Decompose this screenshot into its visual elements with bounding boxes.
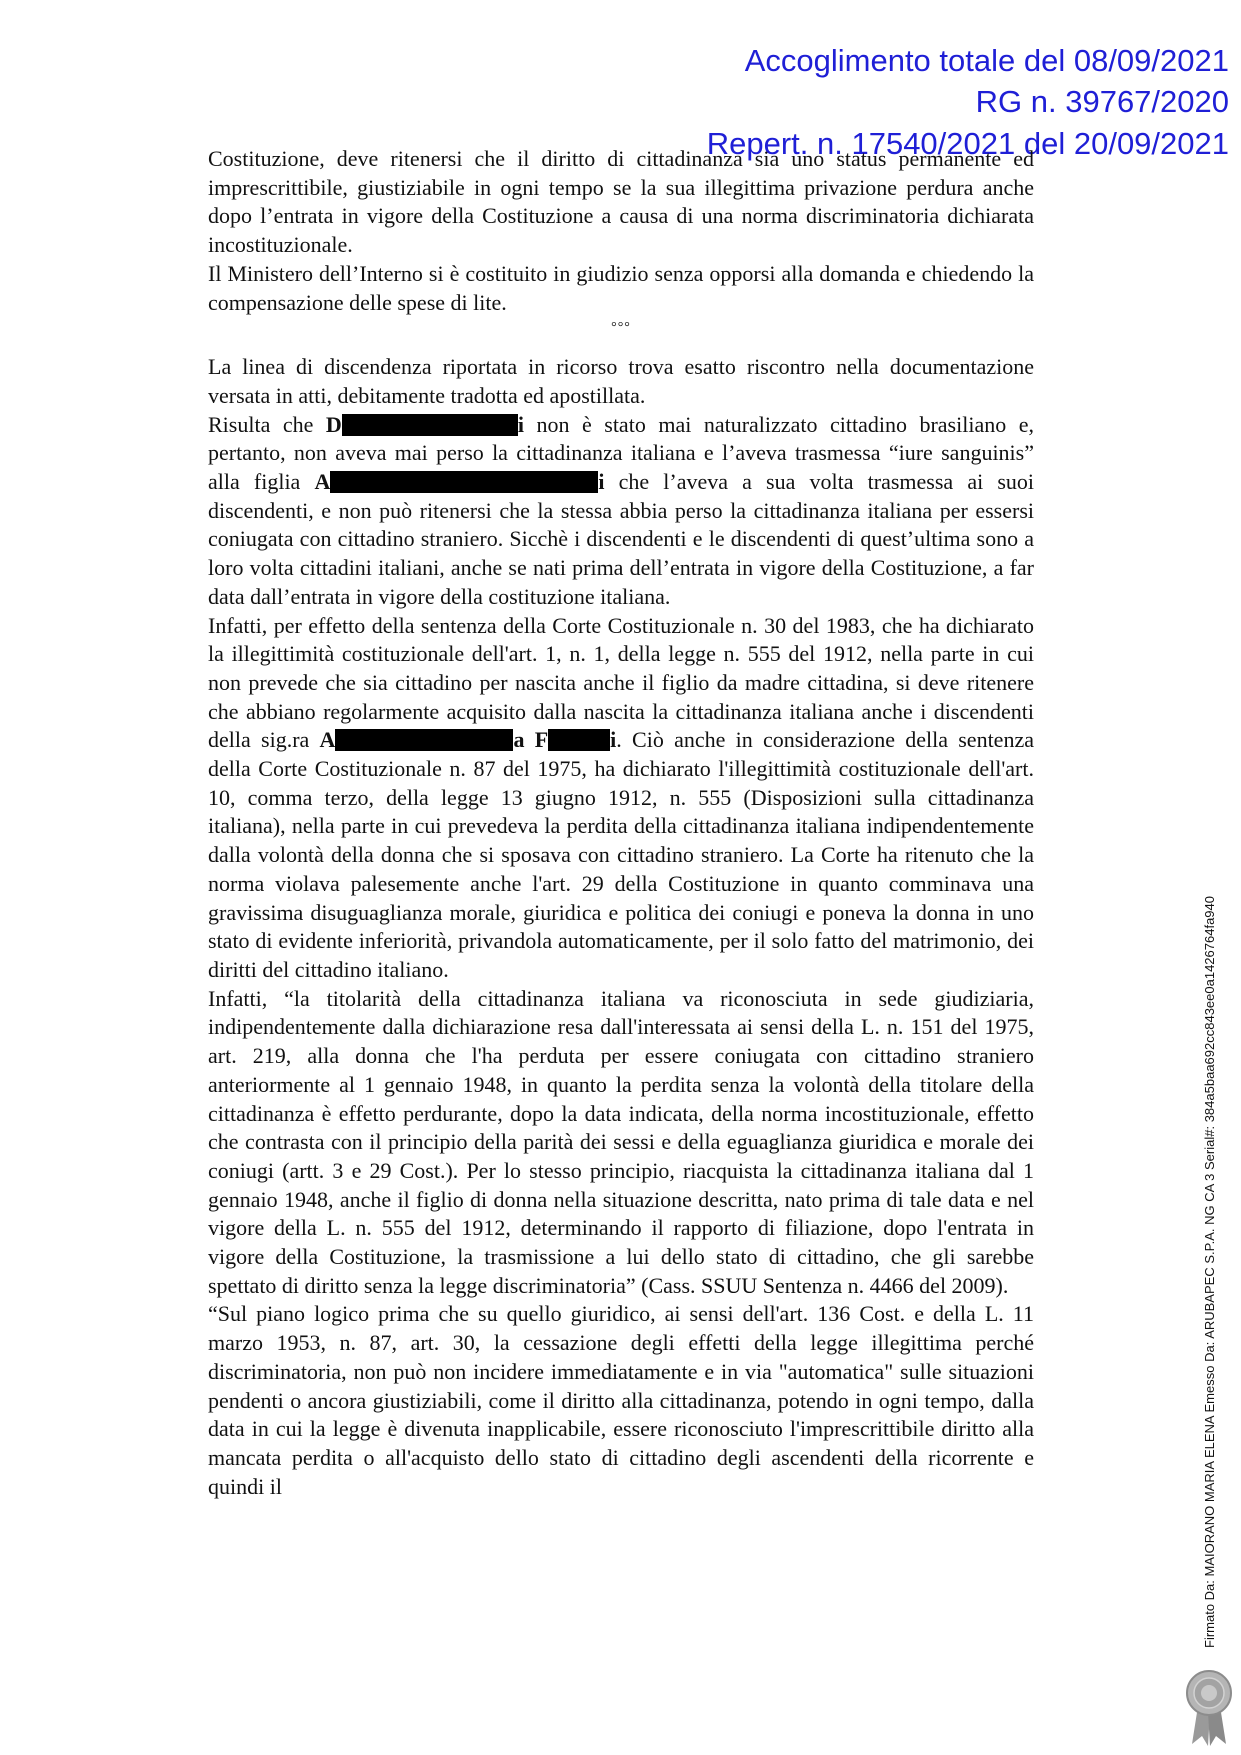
redaction-box <box>548 729 610 751</box>
paragraph-2: Il Ministero dell’Interno si è costituito in giudizio senza opporsi alla domanda e chiedendo la compensazione delle spese di lite. <box>208 260 1034 315</box>
text-run: Risulta che <box>208 411 326 437</box>
decision-stamp-line-3: Repert. n. 17540/2021 del 20/09/2021 <box>706 126 1229 161</box>
name-initial: F <box>534 727 549 753</box>
redaction-box <box>342 414 518 436</box>
text-run: . Ciò anche in considerazione della sentenza della Corte Costituzionale n. 87 del 1975, ha dichiarato l'illegittimità costituzionale dell'art. 10, comma terzo, della legge 13 giugno 1912, n. 555 (Disposizioni sulla cittadinanza italiana), nella parte in cui prevedeva la perdita della cittadinanza italiana indipendentemente dalla volontà della donna che si sposava con cittadino straniero. La Corte ha ritenuto che la norma violava palesemente anche l'art. 29 della Costituzione in quanto comminava una gravissima disuguaglianza morale, giuridica e politica dei coniugi e poneva la donna in uno stato di evidente inferiorità, privandola automaticamente, per il solo fatto del matrimonio, dei diritti del cittadino italiano. <box>208 727 1034 982</box>
redaction-box <box>335 729 513 751</box>
paragraph-7: “Sul piano logico prima che su quello giuridico, ai sensi dell'art. 136 Cost. e della L. 11 marzo 1953, n. 87, art. 30, la cessazione degli effetti della legge illegittima perché discriminatoria, non può non incidere immediatamente e in via "automatica" sulle situazioni pendenti o ancora giustiziabili, come il diritto alla cittadinanza, potendo in ogni tempo, dalla data in cui la legge è divenuta inapplicabile, essere riconosciuto l'imprescrittibile diritto alla mancata perdita o all'acquisto dello stato di cittadino degli ascendenti della ricorrente e quindi il <box>208 1301 1034 1499</box>
digital-signature-sidebar: Firmato Da: MAIORANO MARIA ELENA Emesso Da: ARUBAPEC S.P.A. NG CA 3 Serial#: 384a5baa692cc843ee0a1426764fa940 <box>1202 896 1217 1648</box>
name-initial: A <box>314 469 331 495</box>
text-run: Infatti, per effetto della sentenza della Corte Costituzionale n. 30 del 1983, che ha dichiarato la illegittimità costituzionale dell'art. 1, n. 1, della legge n. 555 del 1912, nella parte in cui non prevede che sia cittadino per nascita anche il figlio da madre cittadina, si deve ritenere che abbiano regolarmente acquisito dalla nascita la cittadinanza italiana anche i discendenti della sig.ra <box>208 612 1034 753</box>
paragraph-4 <box>208 411 1034 612</box>
name-final: i <box>610 727 617 753</box>
name-final: i <box>598 469 605 495</box>
text-run: che l’aveva a sua volta trasmessa ai suoi discendenti, e non può ritenersi che la stessa abbia perso la cittadinanza italiana per essersi coniugata con cittadino straniero. Sicchè i discendenti e le discendenti di quest’ultima sono a loro volta cittadini italiani, anche se nati prima dell’entrata in vigore della Costituzione, a far data dall’entrata in vigore della costituzione italiana. <box>208 469 1035 609</box>
name-final: i <box>517 411 524 437</box>
seal-icon <box>1184 1668 1234 1748</box>
name-initial: D <box>325 411 342 437</box>
paragraph-5 <box>208 612 1034 985</box>
section-separator: °°° <box>611 320 631 336</box>
decision-stamp-line-1: Accoglimento totale del 08/09/2021 <box>744 43 1229 78</box>
decision-stamp-line-2: RG n. 39767/2020 <box>975 84 1229 119</box>
paragraph-6: Infatti, “la titolarità della cittadinanza italiana va riconosciuta in sede giudiziaria, indipendentemente dalla dichiarazione resa dall'interessata ai sensi della L. n. 151 del 1975, art. 219, alla donna che l'ha perduta per essere coniugata con cittadino straniero anteriormente al 1 gennaio 1948, in quanto la perdita senza la volontà della titolare della cittadinanza è effetto perdurante, dopo la data indicata, della norma incostituzionale, effetto che contrasta con il principio della parità dei sessi e della eguaglianza giuridica e morale dei coniugi (artt. 3 e 29 Cost.). Per lo stesso principio, riacquista la cittadinanza italiana dal 1 gennaio 1948, anche il figlio di donna nella situazione descritta, nato prima di tale data e nel vigore della L. n. 555 del 1912, determinando il rapporto di filiazione, dopo l'entrata in vigore della Costituzione, la trasmissione a lui dello stato di cittadino, che gli sarebbe spettato di diritto senza la legge discriminatoria” (Cass. SSUU Sentenza n. 4466 del 2009). <box>208 985 1034 1298</box>
name-final: a <box>513 727 525 753</box>
text-run: non è stato mai naturalizzato cittadino brasiliano e, pertanto, non aveva mai perso la cittadinanza italiana e l’aveva trasmessa “iure sanguinis” alla figlia <box>208 411 1035 495</box>
name-initial: A <box>319 727 336 753</box>
paragraph-1: Costituzione, deve ritenersi che il diritto di cittadinanza sia uno status permanente ed imprescrittibile, giustiziabile in ogni tempo se la sua illegittima privazione perdura anche dopo l’entrata in vigore della Costituzione a causa di una norma discriminatoria dichiarata incostituzionale. <box>208 146 1034 258</box>
redaction-box <box>330 471 598 493</box>
paragraph-3: La linea di discendenza riportata in ricorso trova esatto riscontro nella documentazione versata in atti, debitamente tradotta ed apostillata. <box>208 354 1034 408</box>
document-body <box>208 145 1034 1501</box>
